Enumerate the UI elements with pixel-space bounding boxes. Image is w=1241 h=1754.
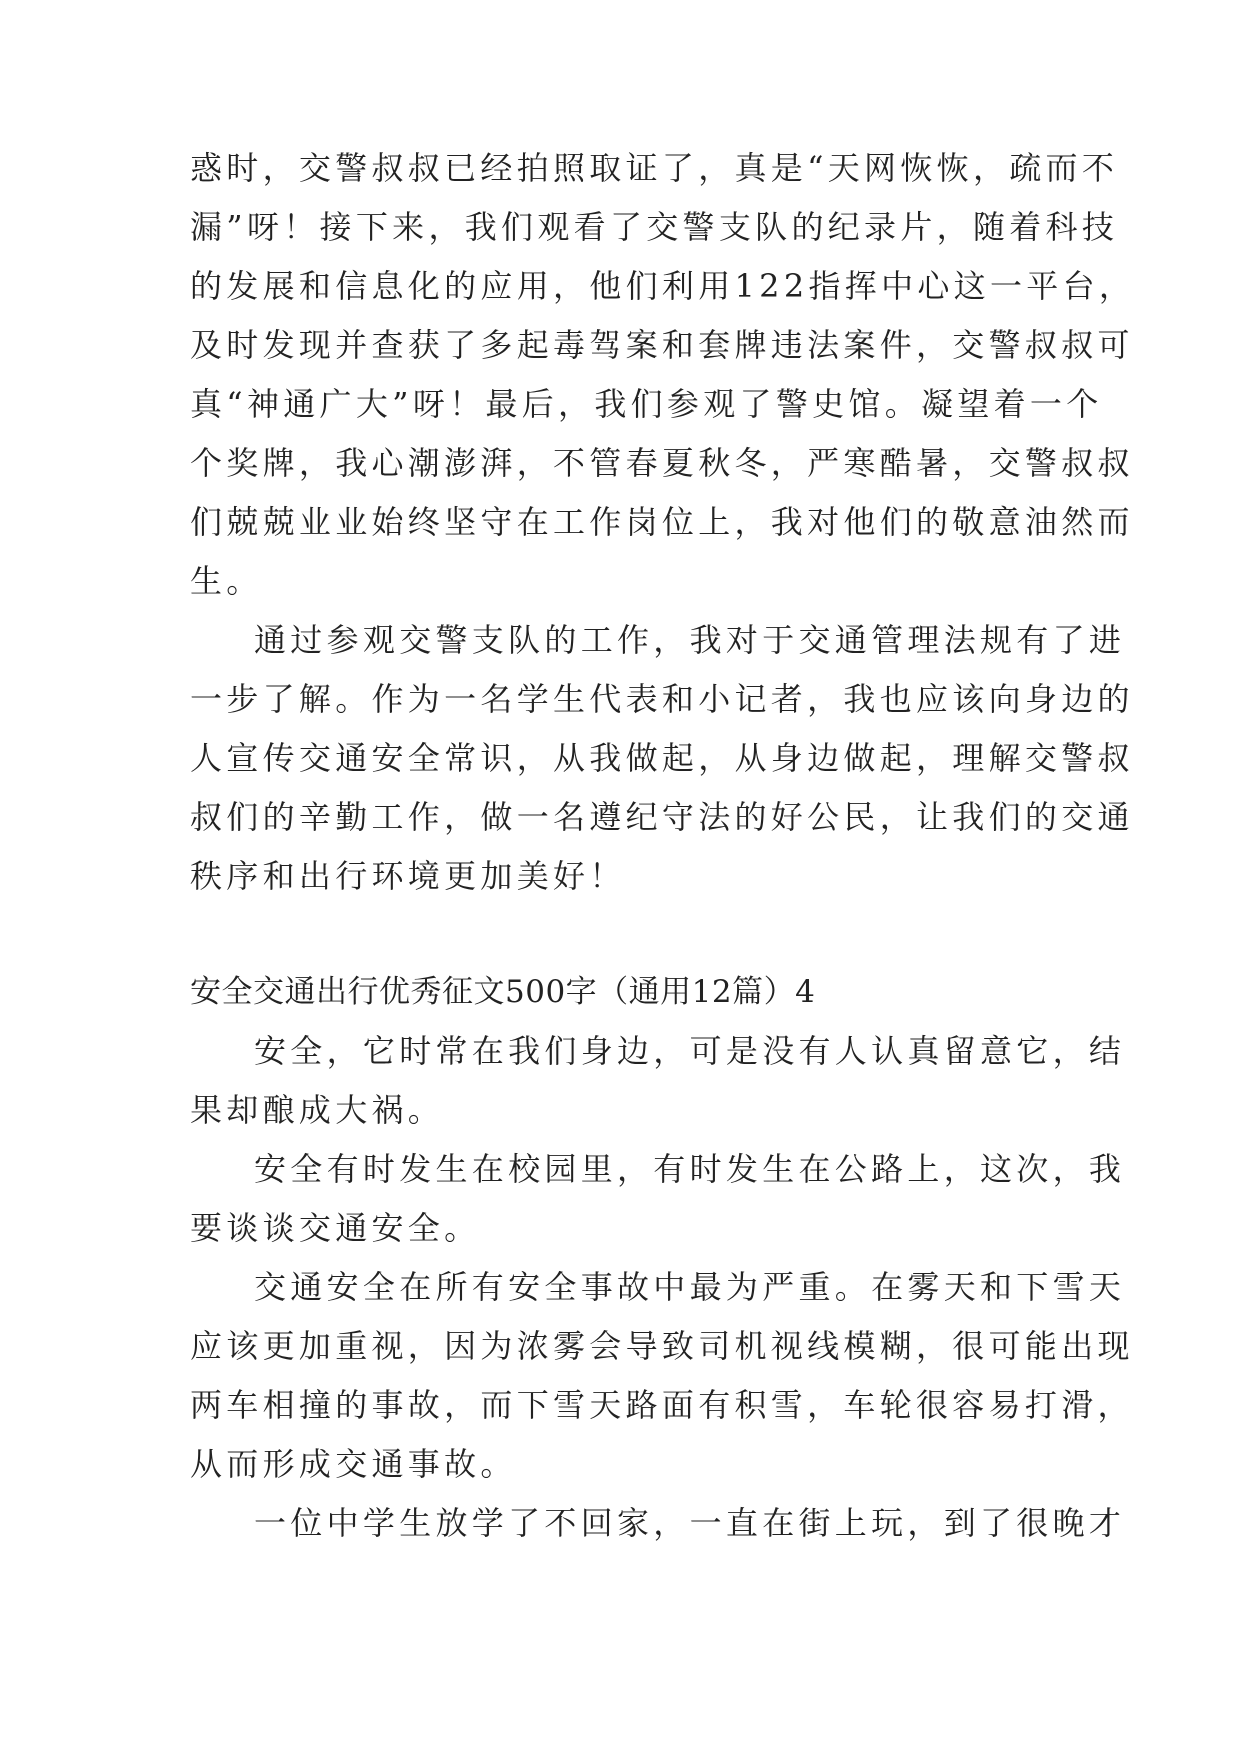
paragraph-first-line: 交通安全在所有安全事故中最为严重。在雾天和下雪天 bbox=[254, 1268, 1126, 1306]
text-line: 一步了解。作为一名学生代表和小记者，我也应该向身边的 bbox=[190, 680, 1134, 718]
text-line: 要谈谈交通安全。 bbox=[190, 1209, 481, 1247]
text-line: 从而形成交通事故。 bbox=[190, 1445, 517, 1483]
text-line: 及时发现并查获了多起毒驾案和套牌违法案件，交警叔叔可 bbox=[190, 326, 1134, 364]
text-line: 们兢兢业业始终坚守在工作岗位上，我对他们的敬意油然而 bbox=[190, 503, 1134, 541]
text-line: 两车相撞的事故，而下雪天路面有积雪，车轮很容易打滑， bbox=[190, 1386, 1134, 1424]
text-line: 个奖牌，我心潮澎湃，不管春夏秋冬，严寒酷暑，交警叔叔 bbox=[190, 444, 1134, 482]
text-line: 的发展和信息化的应用，他们利用122指挥中心这一平台， bbox=[190, 267, 1136, 305]
paragraph-first-line: 安全，它时常在我们身边，可是没有人认真留意它，结 bbox=[254, 1032, 1126, 1070]
text-line: 真“神通广大”呀！最后，我们参观了警史馆。凝望着一个 bbox=[190, 385, 1103, 423]
text-line: 生。 bbox=[190, 562, 263, 600]
paragraph-first-line: 一位中学生放学了不回家，一直在街上玩，到了很晚才 bbox=[254, 1504, 1126, 1542]
text-line: 人宣传交通安全常识，从我做起，从身边做起，理解交警叔 bbox=[190, 739, 1134, 777]
section-heading: 安全交通出行优秀征文500字（通用12篇）4 bbox=[190, 974, 816, 1010]
paragraph-first-line: 安全有时发生在校园里，有时发生在公路上，这次，我 bbox=[254, 1150, 1126, 1188]
paragraph-first-line: 通过参观交警支队的工作，我对于交通管理法规有了进 bbox=[254, 621, 1126, 659]
text-line: 应该更加重视，因为浓雾会导致司机视线模糊，很可能出现 bbox=[190, 1327, 1134, 1365]
text-line: 惑时，交警叔叔已经拍照取证了，真是“天网恢恢，疏而不 bbox=[190, 149, 1119, 187]
text-line: 叔们的辛勤工作，做一名遵纪守法的好公民，让我们的交通 bbox=[190, 798, 1134, 836]
text-line: 秩序和出行环境更加美好！ bbox=[190, 857, 626, 895]
text-line: 果却酿成大祸。 bbox=[190, 1091, 445, 1129]
text-line: 漏”呀！接下来，我们观看了交警支队的纪录片，随着科技 bbox=[190, 208, 1119, 246]
